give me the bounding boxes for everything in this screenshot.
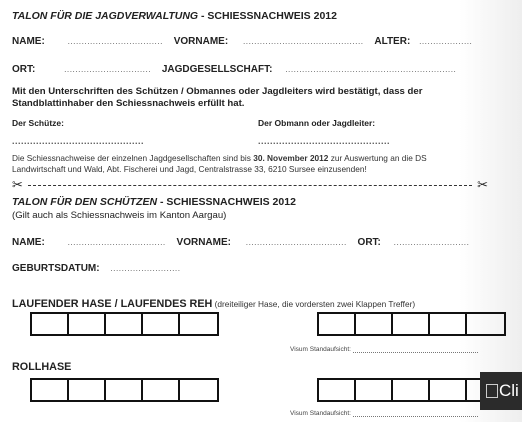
score-box[interactable] (356, 314, 393, 334)
deadline-date: 30. November 2012 (253, 153, 329, 163)
score-box[interactable] (143, 380, 180, 400)
score-box[interactable] (467, 314, 504, 334)
confirmation-text (12, 86, 423, 110)
visum-label-2: Visum Standaufsicht: (290, 410, 351, 417)
name-label-2: NAME: (12, 237, 45, 248)
score-box[interactable] (32, 380, 69, 400)
laufender-hase-heading (12, 294, 415, 312)
score-box[interactable] (106, 314, 143, 334)
laufender-hase-note: (dreiteiliger Hase, die vordersten zwei Klappen Treffer) (212, 299, 416, 309)
score-box[interactable] (143, 314, 180, 334)
alter-field[interactable]: ................... (419, 36, 473, 46)
score-box[interactable] (430, 380, 467, 400)
obmann-label: Der Obmann oder Jagdleiter: (258, 118, 376, 128)
ort-label: ORT: (12, 64, 36, 75)
geburtsdatum-row (12, 263, 181, 274)
jagdgesellschaft-field[interactable]: ............................................................. (285, 64, 457, 74)
info-part-1: Die Schiessnachweise der einzelnen Jagdgesellschaften sind bis (12, 153, 254, 163)
signature-schuetze-field[interactable]: ............................................ (12, 136, 145, 146)
score-box[interactable] (69, 314, 106, 334)
ort-field-2[interactable]: ........................... (393, 237, 470, 247)
talon-schuetzen-title (12, 196, 296, 208)
rollhase-label: ROLLHASE (12, 361, 72, 373)
ort-row (12, 64, 456, 75)
info-part-2: zur Auswertung an die DS (328, 153, 427, 163)
visum-field[interactable] (353, 352, 478, 353)
hase-score-boxes-left (30, 312, 219, 336)
visum-field-2[interactable] (353, 416, 478, 417)
score-box[interactable] (393, 314, 430, 334)
title2-italic: TALON FÜR DEN SCHÜTZEN (12, 196, 158, 208)
scissor-right-icon: ✂ (477, 177, 488, 192)
score-box[interactable] (356, 380, 393, 400)
laufender-hase-label: LAUFENDER HASE / LAUFENDES REH (12, 298, 213, 310)
cut-line (12, 177, 488, 192)
confirmation-line-2: Standblattinhaber den Schiessnachweis erfüllt hat. (12, 98, 245, 109)
name-label: NAME: (12, 36, 45, 47)
name-row-2 (12, 237, 469, 248)
alter-label: ALTER: (374, 36, 411, 47)
visum-row-1 (290, 346, 478, 353)
score-box[interactable] (180, 380, 217, 400)
dashed-divider (28, 185, 472, 186)
overlay-button-label: Cli (499, 381, 519, 400)
vorname-label: VORNAME: (173, 36, 229, 47)
score-box[interactable] (319, 380, 356, 400)
score-box[interactable] (393, 380, 430, 400)
scissor-left-icon: ✂ (12, 177, 23, 192)
title-italic: TALON FÜR DIE JAGDVERWALTUNG (12, 10, 199, 22)
submission-info (12, 153, 427, 175)
geburtsdatum-label: GEBURTSDATUM: (12, 263, 100, 274)
jagdgesellschaft-label: JAGDGESELLSCHAFT: (161, 64, 273, 75)
title-rest: - SCHIESSNACHWEIS 2012 (198, 10, 337, 22)
name-field-2[interactable]: ................................... (67, 237, 166, 247)
score-box[interactable] (32, 314, 69, 334)
talon-jagdverwaltung-title (12, 10, 337, 22)
geburtsdatum-field[interactable]: ......................... (110, 263, 181, 273)
signature-obmann-field[interactable]: ............................................ (258, 136, 391, 146)
info-line-2: Landwirtschaft und Wald, Abt. Fischerei und Jagd, Centralstrasse 33, 6210 Sursee einzusenden! (12, 164, 367, 174)
vorname-field-2[interactable]: .................................... (245, 237, 347, 247)
title2-rest: - SCHIESSNACHWEIS 2012 (157, 196, 296, 208)
score-box[interactable] (319, 314, 356, 334)
square-icon (486, 384, 498, 398)
name-field[interactable]: .................................. (67, 36, 163, 46)
hase-score-boxes-right (317, 312, 506, 336)
talon-schuetzen-subtitle: (Gilt auch als Schiessnachweis im Kanton Aargau) (12, 210, 227, 221)
schuetze-label: Der Schütze: (12, 118, 64, 128)
score-box[interactable] (69, 380, 106, 400)
confirmation-line-1: Mit den Unterschriften des Schützen / Obmannes oder Jagdleiters wird bestätigt, dass der (12, 86, 423, 97)
ort-label-2: ORT: (357, 237, 381, 248)
vorname-label-2: VORNAME: (176, 237, 231, 248)
click-overlay-button[interactable] (480, 372, 522, 410)
ort-field[interactable]: ............................... (64, 64, 152, 74)
score-box[interactable] (430, 314, 467, 334)
score-box[interactable] (106, 380, 143, 400)
visum-row-2 (290, 410, 478, 417)
score-box[interactable] (180, 314, 217, 334)
name-row (12, 36, 472, 47)
vorname-field[interactable]: ........................................... (242, 36, 364, 46)
rollhase-score-boxes-right (317, 378, 506, 402)
rollhase-score-boxes-left (30, 378, 219, 402)
visum-label: Visum Standaufsicht: (290, 346, 351, 353)
